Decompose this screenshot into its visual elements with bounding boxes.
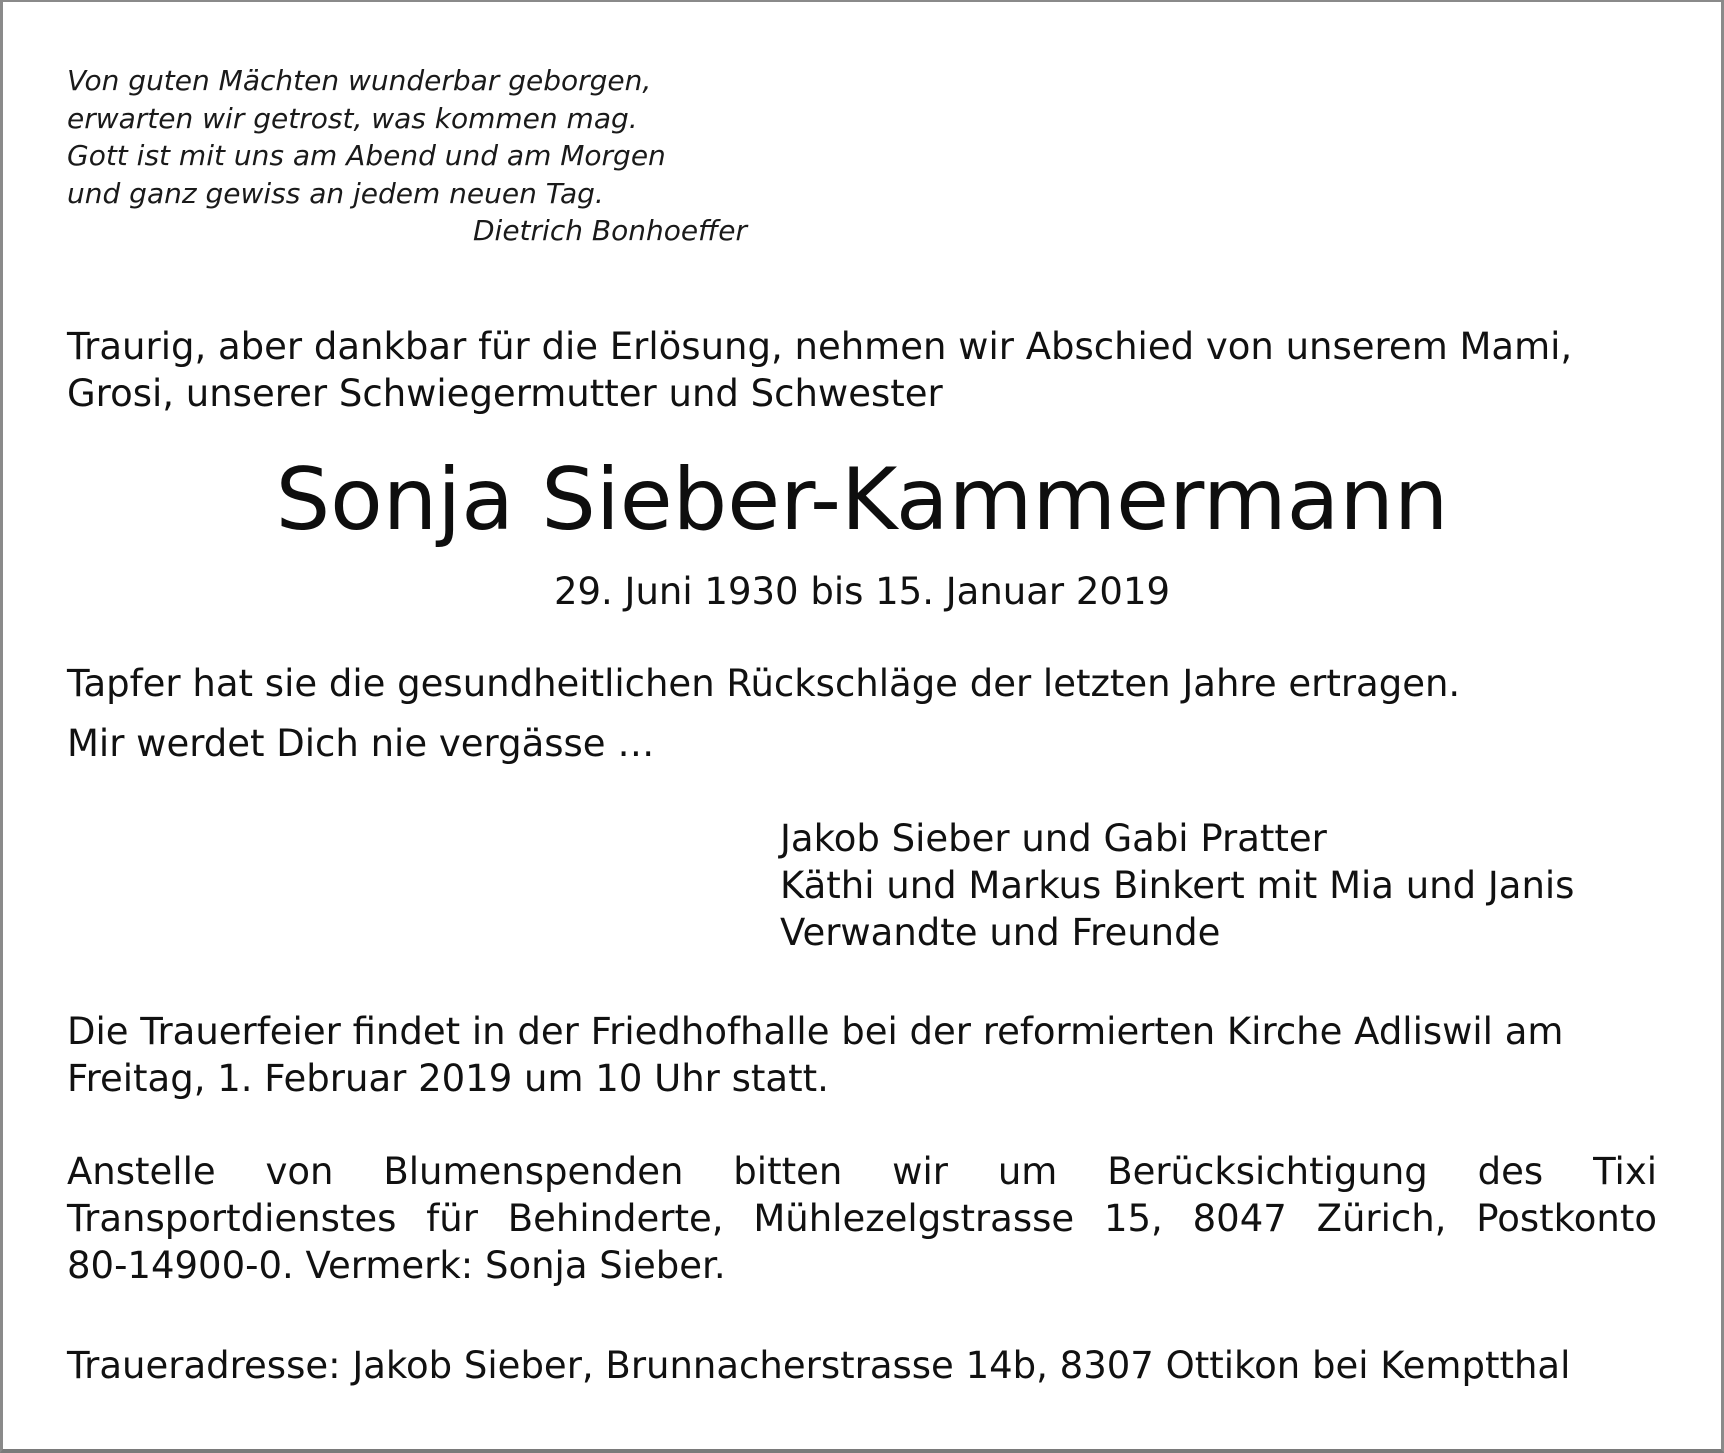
tribute-line: Mir werdet Dich nie vergässe …: [67, 722, 655, 765]
family-member-line: Verwandte und Freunde: [780, 911, 1221, 954]
service-line: Die Trauerfeier findet in der Friedhofhalle bei der reformierten Kirche Adliswil am: [67, 1010, 1564, 1053]
family-member-line: Käthi und Markus Binkert mit Mia und Janis: [780, 864, 1575, 907]
family-signatures: [780, 815, 1574, 956]
donation-line: Anstelle von Blumenspenden bitten wir um Berücksichtigung des Tixi: [67, 1150, 1657, 1193]
donation-paragraph: [67, 1148, 1657, 1289]
family-member-line: Jakob Sieber und Gabi Pratter: [780, 817, 1327, 860]
life-dates: 29. Juni 1930 bis 15. Januar 2019: [553, 570, 1171, 613]
motto-line: Gott ist mit uns am Abend und am Morgen: [67, 139, 666, 172]
motto-author: Dietrich Bonhoeffer: [472, 214, 747, 247]
donation-line: Transportdienstes für Behinderte, Mühlezelgstrasse 15, 8047 Zürich, Postkonto: [67, 1197, 1657, 1240]
motto-line: Von guten Mächten wunderbar geborgen,: [67, 64, 652, 97]
mourning-address: Traueradresse: Jakob Sieber, Brunnacherstrasse 14b, 8307 Ottikon bei Kemptthal: [67, 1344, 1571, 1387]
deceased-name: Sonja Sieber-Kammermann: [275, 450, 1449, 550]
tribute-line: Tapfer hat sie die gesundheitlichen Rückschläge der letzten Jahre ertragen.: [67, 662, 1461, 705]
donation-line: 80-14900-0. Vermerk: Sonja Sieber.: [67, 1244, 726, 1287]
motto-line: erwarten wir getrost, was kommen mag.: [67, 101, 638, 135]
service-line: Freitag, 1. Februar 2019 um 10 Uhr statt.: [67, 1057, 829, 1100]
intro-line: Traurig, aber dankbar für die Erlösung, nehmen wir Abschied von unserem Mami,: [67, 325, 1573, 368]
intro-line: Grosi, unserer Schwiegermutter und Schwester: [67, 372, 943, 415]
motto-line: und ganz gewiss an jedem neuen Tag.: [67, 176, 604, 210]
motto-quote: [67, 62, 747, 250]
intro-paragraph: [67, 323, 1667, 417]
funeral-service-paragraph: [67, 1008, 1657, 1102]
